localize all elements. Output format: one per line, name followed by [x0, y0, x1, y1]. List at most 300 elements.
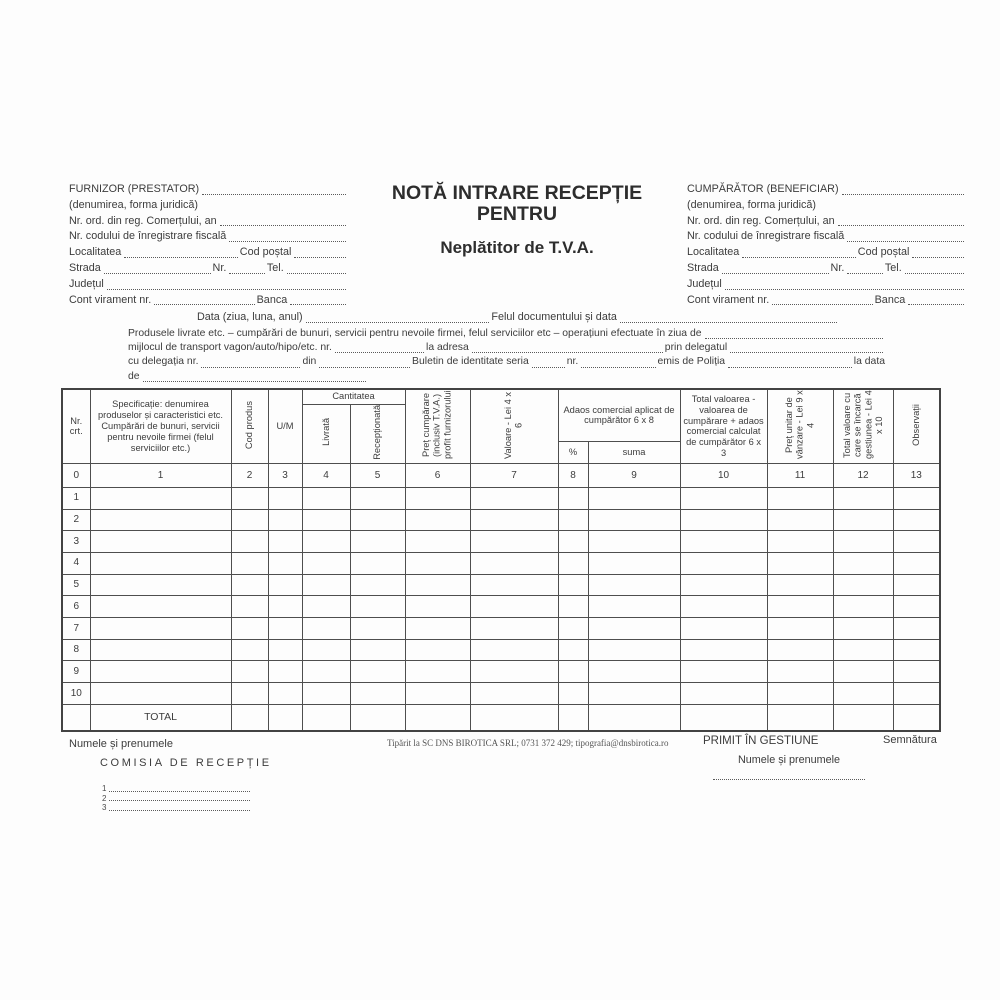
- empty-cell: [405, 531, 470, 553]
- empty-cell: [588, 509, 680, 531]
- empty-cell: [405, 487, 470, 509]
- reg-comert-label: Nr. ord. din reg. Comerțului, an: [69, 214, 217, 227]
- member-number: 3: [102, 803, 107, 812]
- header-nr-crt: Nr. crt.: [62, 389, 90, 463]
- dotted-leader: [201, 367, 300, 368]
- empty-cell: [893, 639, 940, 661]
- empty-cell: [893, 596, 940, 618]
- tel-label: Tel.: [884, 261, 902, 274]
- dotted-leader: [109, 791, 250, 792]
- empty-cell: [268, 509, 302, 531]
- field-line: [687, 214, 966, 230]
- empty-cell: [350, 596, 405, 618]
- empty-cell: [588, 574, 680, 596]
- form-subtitle: Neplătitor de T.V.A.: [440, 238, 594, 257]
- furnizor-block: [69, 182, 348, 308]
- column-index-cell: 9: [588, 463, 680, 487]
- empty-cell: [90, 509, 231, 531]
- empty-cell: [302, 531, 350, 553]
- empty-cell: [302, 639, 350, 661]
- dotted-leader: [908, 304, 964, 305]
- empty-cell: [767, 596, 833, 618]
- dotted-leader: [109, 800, 250, 801]
- empty-cell: [893, 618, 940, 640]
- empty-cell: [767, 509, 833, 531]
- empty-cell: [558, 683, 588, 705]
- table-row: [62, 618, 940, 640]
- empty-cell: [833, 574, 893, 596]
- empty-cell: [470, 531, 558, 553]
- empty-cell: [268, 487, 302, 509]
- empty-cell: [231, 531, 268, 553]
- empty-cell: [231, 639, 268, 661]
- cumparator-block: [687, 182, 966, 308]
- reception-table: [61, 388, 941, 732]
- felul-documentului-label: Felul documentului și data: [491, 311, 617, 323]
- empty-cell: [231, 661, 268, 683]
- empty-cell: [893, 553, 940, 575]
- empty-cell: [470, 574, 558, 596]
- table-row: [62, 531, 940, 553]
- field-line: [69, 261, 348, 277]
- empty-cell: [588, 487, 680, 509]
- emis-politia-label: emis de Poliția: [657, 356, 726, 368]
- empty-cell: [405, 553, 470, 575]
- dotted-leader: [294, 257, 346, 258]
- la-data-label: la data: [853, 356, 885, 368]
- par1-text: Produsele livrate etc. – cumpărări de bunuri, servicii pentru nevoile firmei, felul serviciilor etc – operațiuni efectuate în ziua de: [128, 328, 702, 339]
- paragraph-line: [128, 341, 885, 355]
- empty-cell: [833, 683, 893, 705]
- empty-cell: [680, 661, 767, 683]
- column-index-cell: 3: [268, 463, 302, 487]
- column-index-row: [62, 463, 940, 487]
- form-title-line1: NOTĂ INTRARE RECEPȚIE: [391, 182, 643, 204]
- localitatea-label: Localitatea: [687, 246, 740, 259]
- empty-cell: [90, 683, 231, 705]
- paragraph-line: [128, 370, 368, 384]
- la-adresa-label: la adresa: [426, 342, 469, 354]
- empty-cell: [350, 683, 405, 705]
- cod-fiscal-label: Nr. codului de înregistrare fiscală: [69, 230, 227, 243]
- buletin-nr-label: nr.: [566, 356, 579, 368]
- empty-cell: [680, 683, 767, 705]
- dotted-leader: [124, 257, 238, 258]
- field-line: [687, 261, 966, 277]
- dotted-leader: [912, 257, 964, 258]
- column-index-cell: 0: [62, 463, 90, 487]
- form-title-block: [358, 183, 676, 258]
- empty-cell: [833, 531, 893, 553]
- empty-cell: [767, 531, 833, 553]
- empty-cell: [268, 553, 302, 575]
- dotted-leader: [335, 352, 424, 353]
- empty-cell: [833, 618, 893, 640]
- table-row: [62, 509, 940, 531]
- empty-cell: [350, 639, 405, 661]
- table-row: [62, 553, 940, 575]
- row-number-cell: 9: [62, 661, 90, 683]
- localitatea-label: Localitatea: [69, 246, 122, 259]
- nr-label: Nr.: [212, 261, 227, 274]
- empty-cell: [268, 704, 302, 731]
- row-number-cell: 5: [62, 574, 90, 596]
- cod-postal-label: Cod poștal: [857, 246, 910, 259]
- empty-cell: [470, 596, 558, 618]
- empty-cell: [680, 574, 767, 596]
- column-index-cell: 2: [231, 463, 268, 487]
- header-pret-unitar: Preț unitar de vânzare - Lei 9 x 4: [767, 389, 833, 463]
- row-number-cell: 3: [62, 531, 90, 553]
- empty-cell: [302, 596, 350, 618]
- field-line: [69, 198, 348, 214]
- header-specificatie: Specificație: denumirea produselor și caracteristici etc. Cumpărări de bunuri, servicii pentru nevoile firmei (felul serviciilor etc.): [90, 389, 231, 463]
- header-pret-cumparare: Preț cumpărare (inclusiv T.V.A.) profit furnizorului: [405, 389, 470, 463]
- empty-cell: [470, 639, 558, 661]
- empty-cell: [231, 574, 268, 596]
- buletin-label: Buletin de identitate seria: [412, 356, 529, 368]
- dotted-leader: [725, 289, 964, 290]
- empty-cell: [767, 639, 833, 661]
- empty-cell: [268, 574, 302, 596]
- dotted-leader: [104, 273, 211, 274]
- empty-cell: [680, 596, 767, 618]
- empty-cell: [470, 618, 558, 640]
- reg-comert-label: Nr. ord. din reg. Comerțului, an: [687, 214, 835, 227]
- dotted-leader: [202, 194, 346, 195]
- empty-cell: [833, 704, 893, 731]
- empty-cell: [893, 661, 940, 683]
- dotted-leader: [905, 273, 964, 274]
- header-valoare: Valoare - Lei 4 x 6: [470, 389, 558, 463]
- empty-cell: [405, 574, 470, 596]
- empty-cell: [302, 683, 350, 705]
- empty-cell: [470, 509, 558, 531]
- strada-label: Strada: [69, 261, 101, 274]
- empty-cell: [231, 704, 268, 731]
- furnizor-title-line: [69, 182, 348, 198]
- column-index-cell: 1: [90, 463, 231, 487]
- paragraph-line: [128, 327, 885, 341]
- empty-cell: [350, 509, 405, 531]
- empty-cell: [62, 704, 90, 731]
- empty-cell: [588, 531, 680, 553]
- header-livrata: Livrată: [302, 404, 350, 463]
- table-row: [62, 574, 940, 596]
- empty-cell: [767, 553, 833, 575]
- numele-prenumele-right: Numele și prenumele: [738, 754, 841, 766]
- empty-cell: [405, 704, 470, 731]
- empty-cell: [558, 553, 588, 575]
- cont-virament-label: Cont virament nr.: [69, 293, 152, 306]
- field-line: [69, 229, 348, 245]
- empty-cell: [405, 596, 470, 618]
- delegatia-label: cu delegația nr.: [128, 356, 199, 368]
- empty-cell: [231, 509, 268, 531]
- empty-cell: [90, 531, 231, 553]
- empty-cell: [558, 639, 588, 661]
- row-number-cell: 1: [62, 487, 90, 509]
- empty-cell: [268, 618, 302, 640]
- forma-juridica-label: (denumirea, forma juridică): [69, 198, 199, 211]
- empty-cell: [767, 661, 833, 683]
- empty-cell: [893, 531, 940, 553]
- empty-cell: [405, 509, 470, 531]
- transport-label: mijlocul de transport vagon/auto/hipo/etc. nr.: [128, 342, 332, 354]
- empty-cell: [405, 661, 470, 683]
- field-line: [687, 245, 966, 261]
- banca-label: Banca: [256, 293, 288, 306]
- field-line: [687, 229, 966, 245]
- empty-cell: [588, 639, 680, 661]
- empty-cell: [350, 704, 405, 731]
- header-cantitatea: Cantitatea: [302, 389, 405, 404]
- committee-members-list: [102, 784, 250, 813]
- empty-cell: [833, 639, 893, 661]
- empty-cell: [231, 683, 268, 705]
- empty-cell: [302, 487, 350, 509]
- empty-cell: [680, 639, 767, 661]
- empty-cell: [470, 661, 558, 683]
- empty-cell: [268, 596, 302, 618]
- empty-cell: [767, 704, 833, 731]
- primit-in-gestiune-label: PRIMIT ÎN GESTIUNE: [703, 735, 819, 747]
- column-index-cell: 11: [767, 463, 833, 487]
- dotted-leader: [107, 289, 346, 290]
- print-shop-info: Tipărit la SC DNS BIROTICA SRL; 0731 372 429; tipografia@dnsbirotica.ro: [387, 738, 669, 748]
- dotted-leader: [229, 241, 346, 242]
- data-label: Data (ziua, luna, anul): [197, 311, 303, 323]
- row-number-cell: 2: [62, 509, 90, 531]
- empty-cell: [350, 531, 405, 553]
- empty-cell: [833, 553, 893, 575]
- dotted-leader: [620, 322, 837, 323]
- empty-cell: [680, 704, 767, 731]
- dotted-leader: [306, 322, 490, 323]
- dotted-leader: [772, 304, 872, 305]
- empty-cell: [588, 596, 680, 618]
- column-index-cell: 6: [405, 463, 470, 487]
- empty-cell: [350, 553, 405, 575]
- empty-cell: [558, 661, 588, 683]
- column-index-cell: 8: [558, 463, 588, 487]
- cod-postal-label: Cod poștal: [239, 246, 292, 259]
- empty-cell: [268, 683, 302, 705]
- header-suma: suma: [588, 441, 680, 463]
- cod-fiscal-label: Nr. codului de înregistrare fiscală: [687, 230, 845, 243]
- empty-cell: [767, 683, 833, 705]
- empty-cell: [588, 618, 680, 640]
- member-number: 2: [102, 793, 107, 803]
- dotted-leader: [290, 304, 346, 305]
- empty-cell: [767, 618, 833, 640]
- dotted-leader: [847, 273, 883, 274]
- empty-cell: [680, 487, 767, 509]
- cont-virament-label: Cont virament nr.: [687, 293, 770, 306]
- delivery-paragraph: [128, 327, 885, 384]
- empty-cell: [588, 553, 680, 575]
- empty-cell: [893, 487, 940, 509]
- empty-cell: [833, 661, 893, 683]
- empty-cell: [588, 683, 680, 705]
- empty-cell: [470, 553, 558, 575]
- tel-label: Tel.: [266, 261, 284, 274]
- dotted-leader: [705, 338, 884, 339]
- column-index-cell: 4: [302, 463, 350, 487]
- empty-cell: [405, 683, 470, 705]
- empty-cell: [680, 509, 767, 531]
- dotted-leader: [838, 225, 964, 226]
- field-line: [687, 198, 966, 214]
- dotted-leader: [229, 273, 265, 274]
- empty-cell: [90, 574, 231, 596]
- row-number-cell: 7: [62, 618, 90, 640]
- de-label: de: [128, 370, 140, 382]
- empty-cell: [680, 618, 767, 640]
- empty-cell: [90, 596, 231, 618]
- table-row: [62, 639, 940, 661]
- dotted-leader: [728, 367, 852, 368]
- empty-cell: [302, 553, 350, 575]
- table-row: [62, 596, 940, 618]
- signature-dotted-line: [713, 779, 865, 780]
- dotted-leader: [842, 194, 964, 195]
- row-number-cell: 10: [62, 683, 90, 705]
- row-number-cell: 6: [62, 596, 90, 618]
- dotted-leader: [722, 273, 829, 274]
- empty-cell: [470, 704, 558, 731]
- empty-cell: [588, 704, 680, 731]
- header-cod-produs: Cod produs: [231, 389, 268, 463]
- numele-prenumele-left: Numele și prenumele: [69, 738, 173, 750]
- empty-cell: [558, 704, 588, 731]
- empty-cell: [405, 618, 470, 640]
- data-line: [197, 310, 839, 326]
- column-index-cell: 10: [680, 463, 767, 487]
- dotted-leader: [319, 367, 410, 368]
- row-number-cell: 4: [62, 553, 90, 575]
- table-row: [62, 487, 940, 509]
- strada-label: Strada: [687, 261, 719, 274]
- row-number-cell: 8: [62, 639, 90, 661]
- empty-cell: [302, 574, 350, 596]
- paragraph-line: [128, 355, 885, 369]
- table-row: [62, 661, 940, 683]
- committee-member-line: [102, 803, 250, 813]
- dotted-leader: [143, 381, 366, 382]
- cumparator-title-line: [687, 182, 966, 198]
- empty-cell: [302, 661, 350, 683]
- forma-juridica-label: (denumirea, forma juridică): [687, 198, 817, 211]
- din-label: din: [302, 356, 317, 368]
- header-procent: %: [558, 441, 588, 463]
- empty-cell: [231, 618, 268, 640]
- empty-cell: [893, 704, 940, 731]
- comisia-de-receptie-label: COMISIA DE RECEPȚIE: [100, 757, 272, 769]
- dotted-leader: [742, 257, 856, 258]
- banca-label: Banca: [874, 293, 906, 306]
- empty-cell: [350, 574, 405, 596]
- empty-cell: [558, 531, 588, 553]
- empty-cell: [767, 574, 833, 596]
- empty-cell: [302, 509, 350, 531]
- field-line: [69, 277, 348, 293]
- field-line: [687, 277, 966, 293]
- empty-cell: [90, 553, 231, 575]
- empty-cell: [302, 618, 350, 640]
- empty-cell: [470, 683, 558, 705]
- header-observatii: Observații: [893, 389, 940, 463]
- committee-member-line: [102, 794, 250, 804]
- furnizor-label: FURNIZOR (PRESTATOR): [69, 183, 200, 195]
- semnatura-label: Semnătura: [883, 734, 937, 746]
- empty-cell: [268, 531, 302, 553]
- column-index-cell: 12: [833, 463, 893, 487]
- empty-cell: [558, 596, 588, 618]
- empty-cell: [350, 661, 405, 683]
- empty-cell: [558, 487, 588, 509]
- empty-cell: [90, 618, 231, 640]
- dotted-leader: [472, 352, 663, 353]
- dotted-leader: [581, 367, 655, 368]
- empty-cell: [893, 683, 940, 705]
- column-index-cell: 13: [893, 463, 940, 487]
- empty-cell: [231, 553, 268, 575]
- empty-cell: [558, 618, 588, 640]
- form-title-line2: PENTRU: [476, 203, 558, 225]
- judetul-label: Județul: [69, 277, 104, 290]
- header-total-gestiune: Total valoare cu care se încarcă gestiunea - Lei 4 x 10: [833, 389, 893, 463]
- empty-cell: [767, 487, 833, 509]
- prin-delegatul-label: prin delegatul: [664, 342, 728, 354]
- empty-cell: [470, 487, 558, 509]
- dotted-leader: [532, 367, 565, 368]
- dotted-leader: [109, 810, 250, 811]
- empty-cell: [405, 639, 470, 661]
- nr-label: Nr.: [830, 261, 845, 274]
- header-receptionata: Recepționată: [350, 404, 405, 463]
- header-adaos: Adaos comercial aplicat de cumpărător 6 x 8: [558, 389, 680, 441]
- column-index-cell: 5: [350, 463, 405, 487]
- column-index-cell: 7: [470, 463, 558, 487]
- empty-cell: [90, 639, 231, 661]
- empty-cell: [680, 531, 767, 553]
- dotted-leader: [220, 225, 346, 226]
- member-number: 1: [102, 784, 107, 793]
- committee-member-line: [102, 784, 250, 794]
- header-total-valoarea: Total valoarea - valoarea de cumpărare + adaos comercial calculat de cumpărător 6 x 3: [680, 389, 767, 463]
- field-line: [69, 245, 348, 261]
- dotted-leader: [287, 273, 346, 274]
- empty-cell: [350, 487, 405, 509]
- empty-cell: [90, 661, 231, 683]
- empty-cell: [558, 574, 588, 596]
- empty-cell: [833, 509, 893, 531]
- empty-cell: [231, 487, 268, 509]
- header-um: U/M: [268, 389, 302, 463]
- dotted-leader: [847, 241, 964, 242]
- empty-cell: [302, 704, 350, 731]
- empty-cell: [833, 596, 893, 618]
- empty-cell: [558, 509, 588, 531]
- empty-cell: [90, 487, 231, 509]
- field-line: [687, 293, 966, 309]
- field-line: [69, 293, 348, 309]
- dotted-leader: [154, 304, 254, 305]
- empty-cell: [588, 661, 680, 683]
- empty-cell: [268, 661, 302, 683]
- dotted-leader: [730, 352, 883, 353]
